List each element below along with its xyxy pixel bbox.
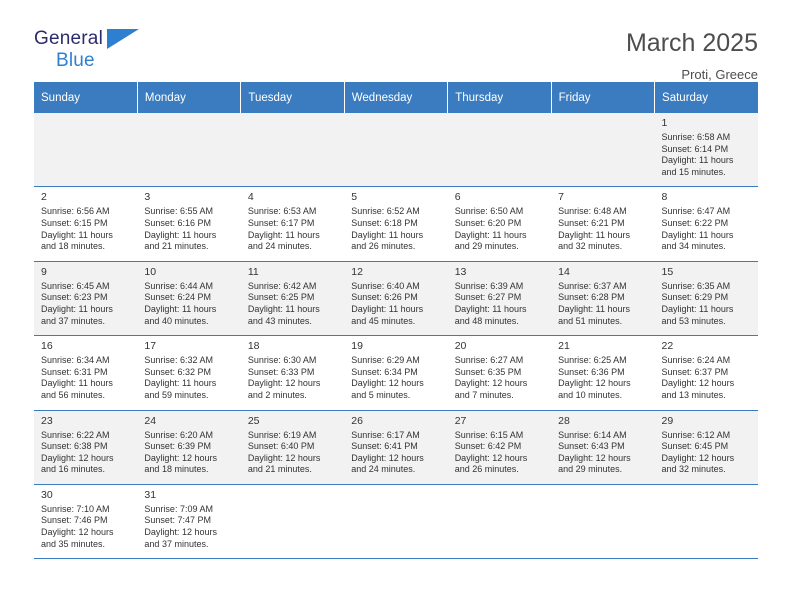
day-sunset-text: Sunset: 6:32 PM [144, 366, 211, 377]
day-sunset-text: Sunset: 6:45 PM [661, 441, 729, 452]
day-sunrise-text: Sunrise: 6:35 AM [661, 280, 731, 291]
day-sunset-text: Sunset: 6:40 PM [247, 441, 315, 452]
day-sunset-text: Sunset: 6:15 PM [41, 217, 108, 228]
day-daylight2-text: and 21 minutes. [247, 464, 312, 475]
day-daylight1-text: Daylight: 12 hours [351, 452, 424, 463]
day-sun-info [662, 132, 752, 178]
day-daylight1-text: Daylight: 12 hours [661, 452, 735, 463]
day-sun-info [662, 355, 752, 401]
page-title: March 2025 [625, 29, 758, 57]
day-number: 21 [558, 340, 570, 353]
day-number: 17 [144, 340, 157, 353]
day-number: 15 [661, 265, 674, 278]
day-number: 20 [454, 340, 467, 353]
day-sunrise-text: Sunrise: 6:24 AM [661, 355, 731, 366]
calendar-day-cell [241, 336, 344, 410]
calendar-day-cell [655, 113, 758, 187]
day-number: 11 [247, 265, 259, 278]
day-sun-info [351, 281, 441, 327]
day-sunset-text: Sunset: 6:25 PM [247, 292, 315, 303]
calendar-day-cell [137, 261, 240, 335]
day-sunset-text: Sunset: 6:17 PM [247, 217, 315, 228]
calendar-day-empty [241, 484, 344, 558]
day-sunset-text: Sunset: 6:21 PM [558, 217, 625, 228]
day-daylight1-text: Daylight: 11 hours [661, 303, 734, 314]
day-number: 3 [144, 191, 151, 204]
calendar-day-cell [655, 187, 758, 261]
day-sunrise-text: Sunrise: 6:29 AM [351, 355, 420, 366]
day-sun-info [455, 281, 545, 327]
calendar-week-row [34, 187, 758, 261]
calendar-day-cell [551, 336, 654, 410]
day-daylight1-text: Daylight: 11 hours [351, 303, 424, 314]
day-daylight2-text: and 37 minutes. [41, 315, 106, 326]
calendar-day-empty [551, 484, 654, 558]
day-sunset-text: Sunset: 6:42 PM [454, 441, 522, 452]
day-sunrise-text: Sunrise: 6:15 AM [454, 429, 524, 440]
calendar-day-cell [137, 336, 240, 410]
day-daylight2-text: and 15 minutes. [661, 166, 726, 177]
day-sunset-text: Sunset: 6:27 PM [454, 292, 522, 303]
day-sunrise-text: Sunrise: 6:44 AM [144, 280, 213, 291]
day-daylight1-text: Daylight: 11 hours [144, 303, 217, 314]
day-sun-info [455, 355, 545, 401]
day-sunrise-text: Sunrise: 6:37 AM [558, 280, 627, 291]
day-daylight2-text: and 24 minutes. [247, 241, 312, 252]
day-daylight1-text: Daylight: 12 hours [144, 527, 217, 538]
day-sunrise-text: Sunrise: 6:14 AM [558, 429, 627, 440]
weekday-header-wednesday: Wednesday [344, 82, 447, 113]
day-daylight1-text: Daylight: 12 hours [454, 378, 528, 389]
day-daylight2-text: and 2 minutes. [247, 389, 307, 400]
day-number: 8 [661, 191, 668, 204]
day-sun-info [351, 206, 441, 252]
day-number: 10 [144, 265, 157, 278]
logo [34, 28, 144, 76]
day-sunrise-text: Sunrise: 6:53 AM [247, 206, 317, 217]
day-number: 13 [454, 265, 467, 278]
day-sun-info [558, 355, 648, 401]
day-number: 14 [558, 265, 570, 278]
day-daylight2-text: and 18 minutes. [144, 464, 209, 475]
calendar-day-empty [655, 484, 758, 558]
day-sunset-text: Sunset: 6:29 PM [661, 292, 729, 303]
page-header [34, 0, 758, 82]
day-daylight2-text: and 26 minutes. [454, 464, 519, 475]
day-sun-info [248, 206, 338, 252]
day-daylight2-text: and 21 minutes. [144, 241, 209, 252]
day-sun-info [558, 281, 648, 327]
day-daylight2-text: and 43 minutes. [247, 315, 312, 326]
calendar-day-empty [448, 484, 551, 558]
day-sunrise-text: Sunrise: 6:39 AM [454, 280, 524, 291]
location-subtitle: Proti, Greece [681, 67, 758, 82]
day-sun-info [558, 206, 648, 252]
day-sunrise-text: Sunrise: 6:55 AM [144, 206, 213, 217]
day-number: 24 [144, 414, 157, 427]
day-sunset-text: Sunset: 6:24 PM [144, 292, 211, 303]
day-daylight2-text: and 26 minutes. [351, 241, 416, 252]
day-daylight2-text: and 35 minutes. [41, 538, 106, 549]
day-daylight2-text: and 37 minutes. [144, 538, 209, 549]
day-daylight1-text: Daylight: 12 hours [144, 452, 217, 463]
day-sunrise-text: Sunrise: 6:52 AM [351, 206, 420, 217]
day-daylight1-text: Daylight: 11 hours [41, 378, 113, 389]
day-daylight1-text: Daylight: 11 hours [144, 378, 217, 389]
day-daylight1-text: Daylight: 11 hours [661, 229, 734, 240]
day-sunset-text: Sunset: 6:38 PM [41, 441, 108, 452]
day-sunset-text: Sunset: 6:28 PM [558, 292, 625, 303]
day-daylight2-text: and 56 minutes. [41, 389, 106, 400]
calendar-day-cell [137, 410, 240, 484]
day-sunrise-text: Sunrise: 6:19 AM [247, 429, 317, 440]
day-daylight1-text: Daylight: 11 hours [41, 303, 113, 314]
day-number: 1 [661, 117, 668, 129]
title-block [626, 28, 758, 83]
day-sun-info [351, 430, 441, 476]
calendar-week-row [34, 336, 758, 410]
calendar-day-empty [344, 484, 447, 558]
day-number: 31 [144, 488, 157, 501]
day-sun-info [455, 430, 545, 476]
day-daylight1-text: Daylight: 11 hours [41, 229, 113, 240]
calendar-day-empty [34, 113, 137, 187]
day-daylight1-text: Daylight: 12 hours [661, 378, 735, 389]
calendar-day-cell [655, 336, 758, 410]
day-daylight1-text: Daylight: 11 hours [558, 303, 630, 314]
day-sunset-text: Sunset: 6:16 PM [144, 217, 211, 228]
day-daylight2-text: and 5 minutes. [351, 389, 411, 400]
day-sunset-text: Sunset: 6:39 PM [144, 441, 211, 452]
calendar-day-cell [34, 484, 137, 558]
day-daylight1-text: Daylight: 12 hours [41, 527, 114, 538]
day-daylight2-text: and 7 minutes. [454, 389, 514, 400]
day-number: 6 [454, 191, 461, 204]
day-sun-info [248, 281, 338, 327]
calendar-day-cell [551, 410, 654, 484]
day-sunset-text: Sunset: 6:14 PM [661, 143, 729, 154]
day-sunrise-text: Sunrise: 6:32 AM [144, 355, 213, 366]
day-daylight1-text: Daylight: 12 hours [247, 378, 321, 389]
day-number: 29 [661, 414, 674, 427]
day-daylight2-text: and 29 minutes. [558, 464, 623, 475]
day-sun-info [248, 430, 338, 476]
day-sunset-text: Sunset: 6:22 PM [661, 217, 729, 228]
day-daylight1-text: Daylight: 12 hours [351, 378, 424, 389]
day-sun-info [144, 504, 234, 550]
day-sun-info [662, 430, 752, 476]
calendar-day-cell [448, 410, 551, 484]
day-sunrise-text: Sunrise: 6:58 AM [661, 132, 731, 142]
calendar-week-row [34, 113, 758, 187]
day-number: 12 [351, 265, 363, 278]
calendar-week-row [34, 484, 758, 558]
weekday-header-tuesday: Tuesday [241, 82, 344, 113]
day-sun-info [248, 355, 338, 401]
day-number: 27 [454, 414, 467, 427]
day-daylight2-text: and 32 minutes. [558, 241, 623, 252]
day-sunrise-text: Sunrise: 7:09 AM [144, 503, 213, 514]
day-sunrise-text: Sunrise: 6:17 AM [351, 429, 420, 440]
day-number: 2 [41, 191, 47, 204]
day-sunset-text: Sunset: 6:35 PM [454, 366, 522, 377]
day-sunrise-text: Sunrise: 6:56 AM [41, 206, 110, 217]
logo-text-general: General [34, 28, 103, 49]
day-sun-info [41, 281, 131, 327]
day-daylight2-text: and 45 minutes. [351, 315, 416, 326]
day-daylight2-text: and 32 minutes. [661, 464, 726, 475]
day-sun-info [351, 355, 441, 401]
calendar-day-empty [241, 113, 344, 187]
day-sunset-text: Sunset: 6:20 PM [454, 217, 522, 228]
calendar-day-cell [34, 336, 137, 410]
day-sunrise-text: Sunrise: 6:48 AM [558, 206, 627, 217]
calendar-week-row [34, 261, 758, 335]
day-number: 18 [247, 340, 260, 353]
day-daylight1-text: Daylight: 11 hours [351, 229, 424, 240]
day-number: 23 [41, 414, 53, 427]
sunrise-sunset-calendar [34, 82, 758, 559]
calendar-day-cell [344, 410, 447, 484]
day-sun-info [41, 430, 131, 476]
day-daylight1-text: Daylight: 11 hours [661, 155, 734, 166]
day-sunset-text: Sunset: 6:34 PM [351, 366, 418, 377]
calendar-day-cell [137, 187, 240, 261]
day-sunrise-text: Sunrise: 6:45 AM [41, 280, 110, 291]
day-number: 19 [351, 340, 363, 353]
day-daylight1-text: Daylight: 12 hours [454, 452, 528, 463]
calendar-day-cell [241, 410, 344, 484]
day-daylight1-text: Daylight: 11 hours [454, 303, 527, 314]
day-sun-info [662, 206, 752, 252]
day-sunrise-text: Sunrise: 7:10 AM [41, 503, 110, 514]
calendar-day-cell [551, 261, 654, 335]
day-daylight2-text: and 40 minutes. [144, 315, 209, 326]
day-sun-info [144, 355, 234, 401]
day-sun-info [144, 281, 234, 327]
day-sun-info [144, 206, 234, 252]
day-number: 4 [247, 191, 254, 204]
day-daylight1-text: Daylight: 12 hours [558, 378, 631, 389]
day-daylight1-text: Daylight: 11 hours [144, 229, 217, 240]
day-sun-info [41, 355, 131, 401]
day-sunset-text: Sunset: 6:33 PM [247, 366, 315, 377]
calendar-day-cell [344, 336, 447, 410]
day-daylight1-text: Daylight: 11 hours [247, 303, 320, 314]
calendar-day-cell [655, 410, 758, 484]
weekday-header-thursday: Thursday [448, 82, 551, 113]
day-sun-info [41, 206, 131, 252]
day-sunset-text: Sunset: 6:41 PM [351, 441, 418, 452]
day-daylight2-text: and 29 minutes. [454, 241, 519, 252]
calendar-day-cell [344, 187, 447, 261]
calendar-day-cell [137, 484, 240, 558]
calendar-day-cell [344, 261, 447, 335]
weekday-header-sunday: Sunday [34, 82, 137, 113]
calendar-week-row [34, 410, 758, 484]
day-sunrise-text: Sunrise: 6:12 AM [661, 429, 731, 440]
day-number: 22 [661, 340, 674, 353]
calendar-day-cell [448, 187, 551, 261]
calendar-day-cell [448, 261, 551, 335]
day-daylight1-text: Daylight: 11 hours [247, 229, 320, 240]
calendar-body [34, 113, 758, 559]
day-sunrise-text: Sunrise: 6:47 AM [661, 206, 731, 217]
calendar-day-cell [241, 187, 344, 261]
day-sunrise-text: Sunrise: 6:25 AM [558, 355, 627, 366]
day-daylight1-text: Daylight: 11 hours [558, 229, 630, 240]
day-sunset-text: Sunset: 6:18 PM [351, 217, 418, 228]
logo-text-blue: Blue [56, 50, 95, 71]
day-sunrise-text: Sunrise: 6:50 AM [454, 206, 524, 217]
day-sunrise-text: Sunrise: 6:22 AM [41, 429, 110, 440]
day-number: 5 [351, 191, 358, 204]
day-daylight1-text: Daylight: 12 hours [558, 452, 631, 463]
weekday-header-friday: Friday [551, 82, 654, 113]
day-number: 25 [247, 414, 260, 427]
day-number: 26 [351, 414, 363, 427]
calendar-day-cell [34, 187, 137, 261]
day-sunrise-text: Sunrise: 6:20 AM [144, 429, 213, 440]
day-sunrise-text: Sunrise: 6:40 AM [351, 280, 420, 291]
day-sunset-text: Sunset: 6:26 PM [351, 292, 418, 303]
day-daylight1-text: Daylight: 12 hours [247, 452, 321, 463]
day-daylight2-text: and 18 minutes. [41, 241, 106, 252]
calendar-day-empty [137, 113, 240, 187]
day-sunset-text: Sunset: 6:43 PM [558, 441, 625, 452]
day-number: 7 [558, 191, 564, 204]
day-daylight2-text: and 53 minutes. [661, 315, 726, 326]
day-sunset-text: Sunset: 6:37 PM [661, 366, 729, 377]
calendar-day-cell [241, 261, 344, 335]
calendar-day-cell [551, 187, 654, 261]
calendar-day-empty [448, 113, 551, 187]
calendar-day-cell [655, 261, 758, 335]
day-daylight2-text: and 10 minutes. [558, 389, 623, 400]
day-daylight2-text: and 51 minutes. [558, 315, 623, 326]
day-sunset-text: Sunset: 7:47 PM [144, 515, 211, 526]
day-sun-info [662, 281, 752, 327]
day-sunrise-text: Sunrise: 6:27 AM [454, 355, 524, 366]
day-sunset-text: Sunset: 6:36 PM [558, 366, 625, 377]
flag-icon [107, 29, 139, 49]
day-sun-info [455, 206, 545, 252]
day-sunset-text: Sunset: 6:23 PM [41, 292, 108, 303]
calendar-day-cell [34, 261, 137, 335]
day-sunrise-text: Sunrise: 6:42 AM [247, 280, 317, 291]
day-daylight2-text: and 59 minutes. [144, 389, 209, 400]
day-number: 30 [41, 488, 53, 501]
calendar-day-empty [344, 113, 447, 187]
day-sun-info [558, 430, 648, 476]
day-daylight2-text: and 16 minutes. [41, 464, 106, 475]
day-daylight2-text: and 24 minutes. [351, 464, 416, 475]
calendar-day-empty [551, 113, 654, 187]
calendar-day-cell [448, 336, 551, 410]
day-daylight2-text: and 48 minutes. [454, 315, 519, 326]
day-sunset-text: Sunset: 7:46 PM [41, 515, 108, 526]
day-sunset-text: Sunset: 6:31 PM [41, 366, 108, 377]
day-sunrise-text: Sunrise: 6:34 AM [41, 355, 110, 366]
day-sun-info [144, 430, 234, 476]
day-daylight1-text: Daylight: 12 hours [41, 452, 114, 463]
day-daylight1-text: Daylight: 11 hours [454, 229, 527, 240]
day-daylight2-text: and 13 minutes. [661, 389, 726, 400]
day-number: 9 [41, 265, 47, 278]
day-number: 16 [41, 340, 53, 353]
weekday-header-saturday: Saturday [655, 82, 758, 113]
weekday-header-monday: Monday [137, 82, 240, 113]
calendar-day-cell [34, 410, 137, 484]
day-number: 28 [558, 414, 570, 427]
day-sunrise-text: Sunrise: 6:30 AM [247, 355, 317, 366]
day-sun-info [41, 504, 131, 550]
day-daylight2-text: and 34 minutes. [661, 241, 726, 252]
weekday-header-row [34, 82, 758, 113]
